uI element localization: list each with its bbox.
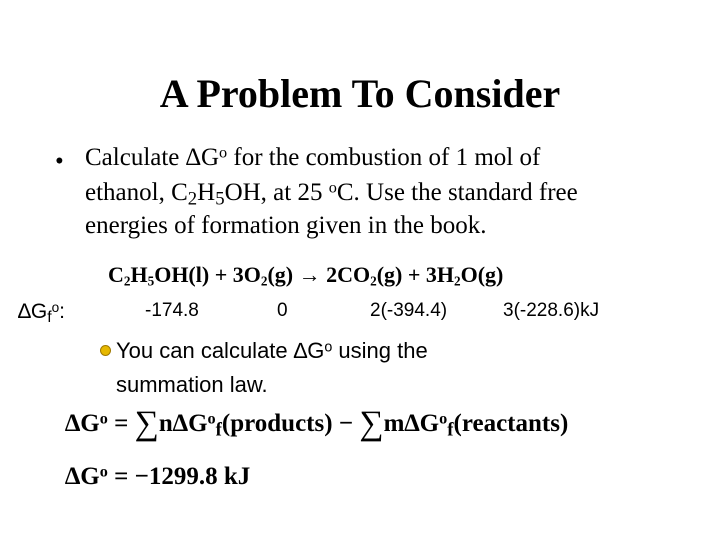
slide-title: A Problem To Consider (159, 71, 561, 116)
sub-bullet-icon (100, 345, 111, 356)
problem-line-3: energies of formation given in the book. (85, 212, 487, 239)
bullet-marker: • (55, 148, 64, 175)
gf-value-water: 3(-228.6)kJ (503, 300, 600, 321)
summation-note-line-2: summation law. (116, 372, 268, 397)
sigma-symbol: ∑ (359, 405, 384, 442)
problem-line-1: Calculate $\Delta G^o$ for the combustion of 1 mol of (85, 143, 541, 171)
problem-line-2: ethanol, $C_2H_5OH$, at 25 $^o$C. Use the standard free (85, 178, 578, 210)
summation-formula: $\Delta G^o$ = $\sum n\Delta G^o_f(products)$ − $\sum m\Delta G^o_f(reactants)$ (65, 405, 569, 442)
result-equation: $\Delta G^o = -1299.8$ kJ (65, 462, 251, 490)
gf-label: $\Delta G_f^o$: (18, 299, 66, 326)
reaction-equation: $C_2H_5OH(l) + 3O_2(g) \to 2CO_2(g) + 3H_2O(g)$ (108, 262, 504, 289)
gf-value-oxygen: 0 (277, 300, 288, 321)
sigma-symbol: ∑ (134, 405, 159, 442)
summation-note-line-1: You can calculate $\Delta G^o$ using the (116, 338, 428, 363)
gf-value-co2: 2(-394.4) (370, 300, 448, 321)
gf-value-ethanol: -174.8 (145, 300, 199, 321)
